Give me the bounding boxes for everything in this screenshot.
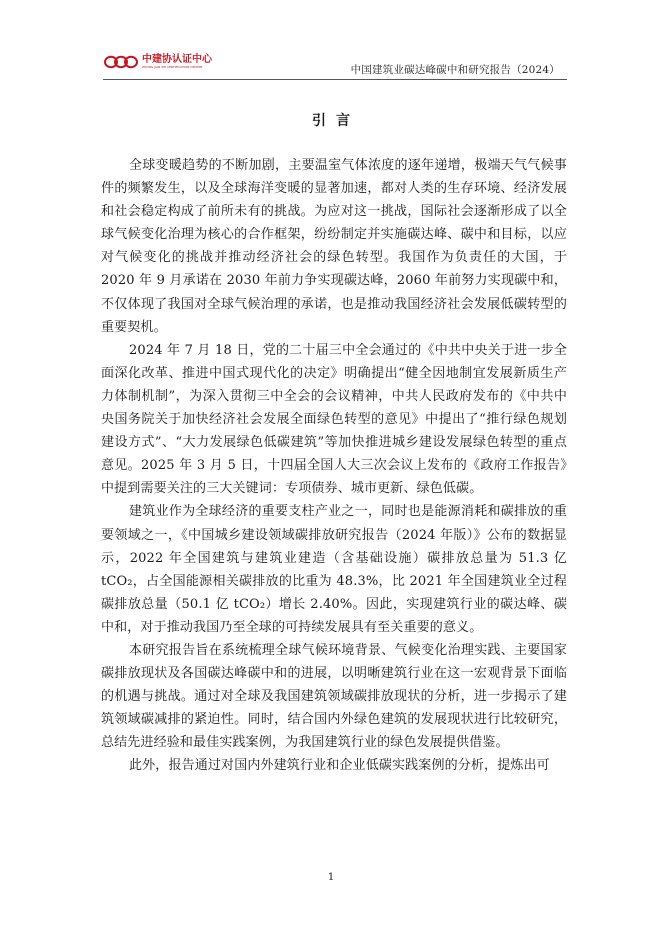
logo-rings-icon [104, 55, 138, 69]
page-number: 1 [327, 872, 335, 883]
paragraph-5: 此外，报告通过对国内外建筑行业和企业低碳实践案例的分析，提炼出可 [129, 758, 550, 774]
paragraph-4: 本研究报告旨在系统梳理全球气候环境背景、气候变化治理实践、主要国家碳排放现状及各国碳达峰碳中和的进展，以明晰建筑行业在这一宏观背景下面临的机遇与挑战。通过对全球及我国建筑领域碳排放现状的分析，进一步揭示了建筑领域碳减排的紧迫性。同时，结合国内外绿色建筑的发展现状进行比较研究，总结先进经验和最佳实践案例，为我国建筑行业的绿色发展提供借鉴。 [101, 642, 567, 751]
paragraph-1: 全球变暖趋势的不断加剧，主要温室气体浓度的逐年递增，极端天气气候事件的频繁发生，以及全球海洋变暖的显著加速，都对人类的生存环境、经济发展和社会稳定构成了前所未有的挑战。为应对这一挑战，国际社会逐渐形成了以全球气候变化治理为核心的合作框架，纷纷制定并实施碳达峰、碳中和目标，以应对气候变化的挑战并推动经济社会的绿色转型。我国作为负责任的大国，于 2020 年 9 月承诺在 2030 年前力争实现碳达峰，2060 年前努力实现碳中和，不仅体现了我国对全球气候治理的承诺，也是推动我国经济社会发展低碳转型的重要契机。 [101, 158, 567, 335]
page-title: 引言 [312, 113, 360, 129]
paragraph-2: 2024 年 7 月 18 日，党的二十届三中全会通过的《中共中央关于进一步全面深化改革、推进中国式现代化的决定》明确提出“健全因地制宜发展新质生产力体制机制”，为深入贯彻三中全会的会议精神，中共人民政府发布的《中共中央国务院关于加快经济社会发展全面绿色转型的意见》中提出了“推行绿色规划建设方式”、“大力发展绿色低碳建筑”等加快推进城乡建设发展绿色转型的重点意见。2025 年 3 月 5 日，十四届全国人大三次会议上发布的《政府工作报告》中提到需要关注的三大关键词：专项债券、城市更新、绿色低碳。 [101, 342, 567, 497]
report-title: 中国建筑业碳达峰碳中和研究报告（2024） [350, 64, 560, 76]
page-header [0, 0, 662, 80]
paragraph-3: 建筑业作为全球经济的重要支柱产业之一，同时也是能源消耗和碳排放的重要领域之一，《中国城乡建设领域碳排放研究报告（2024 年版）》公布的数据显示，2022 年全国建筑与建筑业建造（含基础设施）碳排放总量为 51.3 亿 tCO₂，占全国能源相关碳排放的比重为 48.3%，比 2021 年全国建筑业全过程碳排放总量（50.1 亿 tCO₂）增长 2.40%。因此，实现建筑行业的碳达峰、碳中和，对于推动我国乃至全球的可持续发展具有至关重要的意义。 [101, 504, 567, 635]
logo-subtext: ZHONG JIAN XIE CERTIFICATION CENTRE [142, 65, 203, 69]
logo-text-group [142, 55, 212, 69]
logo-text: 中建协认证中心 [142, 54, 212, 65]
body-text [101, 154, 567, 778]
header-divider [103, 79, 567, 80]
org-logo [104, 52, 224, 72]
